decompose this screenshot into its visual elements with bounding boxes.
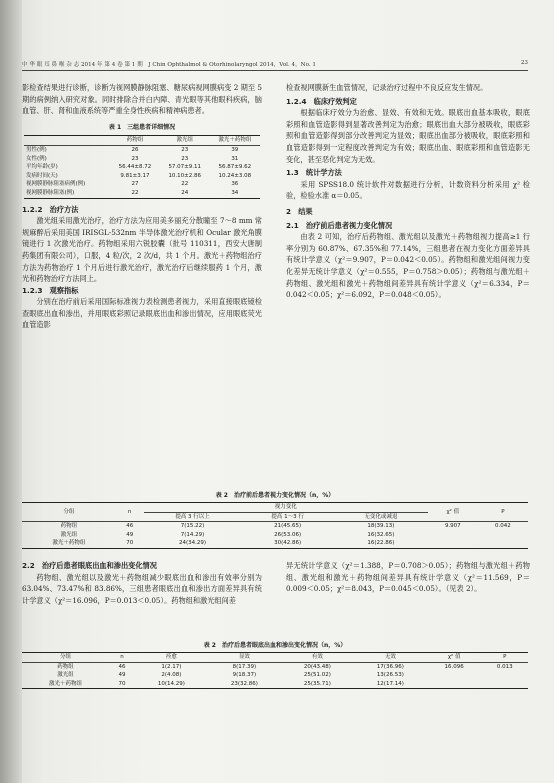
table1-cell: 22 [181, 181, 189, 188]
table2-cell [478, 531, 528, 540]
table1-cell: 发病时间(天) [26, 172, 58, 179]
stats-paragraph: 采用 SPSS18.0 统计软件对数据进行分析，计数资料分析采用 χ² 检验，检验水准 α＝0.05。 [286, 179, 530, 201]
table3-cell [481, 671, 528, 680]
table2-cell: 70 [126, 540, 134, 547]
table2-cell: 24(34.29) [179, 540, 207, 547]
t1-header-drug: 药物组 [126, 137, 144, 144]
table1-cell: 视网膜静脉阻塞病例(例) [26, 181, 86, 188]
table1-cell: 男性(例) [26, 146, 47, 153]
table2-cell: 16(32.65) [367, 531, 395, 538]
table2-cell: 49 [126, 531, 134, 538]
table1-row [24, 189, 260, 198]
table2-cell: 0.042 [495, 523, 511, 530]
t1-header-combined: 激光＋药物组 [218, 137, 252, 144]
t3-header: P [503, 654, 507, 660]
table2-cell: 7(14.29) [180, 531, 205, 538]
table1-cell: 56.44±8.72 [118, 164, 152, 171]
table2-cell: 21(45.65) [274, 523, 302, 530]
t2-sub-header: 提高 1～3 行 [271, 513, 304, 520]
table1-cell: 22 [131, 189, 139, 196]
t2-header-n: n [128, 508, 132, 515]
table1-cell: 10.24±3.08 [218, 172, 252, 179]
table2-cell: 9.907 [444, 523, 461, 530]
treatment-paragraph: 激光组采用激光治疗，治疗方法为应用美多丽充分散瞳至 7～8 mm 常规麻醉后采用美国 IRISGL-532nm 半导体激光治疗机和 Ocular 激光角膜镜进行 1 次激光治疗。药物组采用六锐胶囊（批号 110311，西安大唐制药集团有限公司），口服，4 粒/次，2 次/d，共 1 个月。激光＋药物组治疗方法为药物治疗 1 个月后进行激光治疗，激光治疗后继续服药 1 个月，激光和药物治疗方法同上。 [22, 216, 262, 284]
table2-row [22, 522, 528, 531]
t3-header: 无效 [384, 654, 396, 660]
table2-cell: 26(53.06) [274, 531, 302, 538]
heading-2-2: 2.2 治疗后患者眼底出血和渗出变化情况 [22, 561, 157, 570]
right-column-bottom [286, 560, 530, 595]
t1-header-item [24, 136, 110, 146]
table1-cell: 23 [131, 155, 139, 162]
table3-cell: 16.096 [444, 663, 464, 670]
table3-cell: 25(51.02) [303, 672, 331, 679]
table1-cell: 女性(例) [26, 155, 47, 162]
right-column-top [286, 82, 530, 301]
heading-1-2-4: 1.2.4 临床疗效判定 [286, 96, 357, 106]
table1-cell: 24 [181, 189, 189, 196]
table3-cell: 1(2.17) [161, 663, 182, 670]
table3-cell: 激光组 [57, 672, 74, 679]
table3-cell: 9(18.37) [232, 672, 257, 679]
t2-body [22, 522, 528, 549]
table3-cell: 激光＋药物组 [49, 680, 83, 687]
table1-row [24, 155, 260, 164]
heading-1-3: 1.3 统计学方法 [286, 168, 342, 178]
t2-header-p: P [501, 508, 505, 515]
table3-cell: 70 [118, 680, 126, 687]
t2-sub-header: 提高 3 行以上 [175, 513, 210, 520]
table1-cell: 26 [131, 146, 139, 153]
table1-cell: 10.10±2.86 [168, 172, 202, 179]
table3-cell: 药物组 [57, 663, 74, 670]
fundus-paragraph: 药物组、激光组以及激光＋药物组减少眼底出血和渗出有效率分别为 63.04%、73.47%和 83.86%，三组患者眼底出血和渗出方面差异具有统计学意义（χ²＝16.096，P＝0.013＜0.05）。药物组和激光组间差 [22, 572, 262, 605]
table1 [24, 135, 260, 198]
t3-header: n [120, 654, 124, 660]
table1-cell: 平均年龄(岁) [26, 164, 58, 171]
table1-cell: 34 [231, 189, 239, 196]
page-number: 23 [520, 60, 528, 66]
table3-cell [427, 680, 482, 689]
table2-cell: 16(22.86) [367, 540, 395, 547]
table2-caption: 表 2 治疗前后患者视力变化情况（n，%） [215, 492, 335, 499]
results-paragraph: 由表 2 可知，治疗后药物组、激光组以及激光＋药物组视力提高≥1 行率分别为 60.87%、67.35%和 77.14%，三组患者在视力变化方面差异具有统计学意义（χ²＝9.907，P＝0.042＜0.05）。药物组和激光组间视力变化差异无统计学意义（χ²＝0.555，P＝0.758＞0.05）；药物组与激光组＋药物组、激光组和激光＋药物组间差异具有统计学意义（χ²＝6.334，P＝0.042＜0.05；χ²＝6.092，P＝0.048＜0.05）。 [286, 232, 530, 300]
t2-header-chi: χ² 值 [446, 508, 460, 515]
table3-cell: 10(14.29) [157, 680, 185, 687]
t3-header: 有效 [311, 654, 323, 660]
table3-cell: 20(43.48) [303, 663, 331, 670]
table1-cell: 31 [231, 155, 239, 162]
table2-cell: 30(42.86) [274, 540, 302, 547]
table1-cell: 9.81±3.17 [120, 172, 150, 179]
table1-cell: 36 [231, 181, 239, 188]
table3-block [22, 640, 528, 689]
table2-cell: 18(39.13) [367, 523, 395, 530]
table3-cell: 17(36.96) [376, 663, 404, 670]
t3-header: 分组 [60, 654, 72, 660]
heading-1-2-3: 1.2.3 观察指标 [22, 285, 79, 295]
table2-cell [428, 539, 478, 548]
t2-header-group: 分组 [63, 508, 75, 515]
table1-cell: 视网膜静脉阻塞(例) [26, 189, 75, 196]
t2-header-vision-change: 视力变化 [144, 503, 428, 513]
page-gutter-shadow [0, 0, 22, 783]
table1-cell: 56.87±9.62 [218, 164, 252, 171]
table3-cell: 8(17.39) [232, 663, 257, 670]
observation-paragraph: 分别在治疗前后采用国际标准视力表检测患者视力，采用直接眼底镜检查眼底出血和渗出，并用眼底彩照记录眼底出血和渗出情况，应用眼底荧光血管造影 [22, 297, 262, 330]
table1-cell: 23 [181, 146, 189, 153]
heading-1-2-2: 1.2.2 治疗方法 [22, 204, 79, 214]
table3-caption: 表 2 治疗后患者眼底出血和渗出变化情况（n，%） [203, 642, 347, 649]
heading-2: 2 结果 [286, 206, 313, 216]
left-column-bottom [22, 560, 262, 606]
table3 [22, 652, 528, 689]
table2 [22, 502, 528, 549]
table1-row [24, 172, 260, 181]
t1-header-laser: 激光组 [176, 137, 193, 144]
table1-cell: 39 [231, 146, 239, 153]
table2-cell: 药物组 [60, 523, 78, 530]
table2-cell [478, 539, 528, 548]
table2-block [22, 490, 528, 549]
t3-header: 痊愈 [165, 654, 177, 660]
table3-cell: 49 [118, 672, 126, 679]
table1-row [24, 145, 260, 154]
table3-cell: 2(4.08) [161, 672, 182, 679]
left-column-top [22, 82, 262, 331]
fundus-continued: 异无统计学意义（χ²＝1.388，P＝0.708＞0.05）；药物组与激光组＋药物组、激光组和激光＋药物组间差异具有统计学意义（χ²＝11.569，P＝0.009＜0.05；χ²＝8.043，P＝0.045＜0.05）。（见表 2）。 [286, 561, 530, 594]
table1-row [24, 163, 260, 172]
table2-cell: 激光＋药物组 [52, 540, 86, 547]
table1-cell: 23 [181, 155, 189, 162]
table2-row [22, 531, 528, 540]
table2-cell: 46 [126, 523, 134, 530]
t2-sub-header: 无变化或减退 [364, 513, 398, 520]
observation-continued: 检查视网膜新生血管情况，记录治疗过程中不良反应发生情况。 [286, 83, 488, 92]
criteria-paragraph: 根据临床疗效分为治愈、显效、有效和无效。眼底出血基本吸收，眼底彩照和血管造影得到显著改善判定为治愈；眼底出血大部分被吸收，眼底彩照和血管造影得到部分改善判定为显效；眼底出血部分被吸收，眼底彩照和血管造影得到一定程度改善判定为有效；眼底出血、眼底彩照和血管造影无变化，甚至恶化判定为无效。 [286, 108, 530, 164]
table1-caption: 表 1 三组患者详细情况 [108, 123, 176, 131]
t1-body [24, 145, 260, 198]
table3-cell [427, 671, 482, 680]
table3-cell [481, 680, 528, 689]
header-text: 中 华 眼 耳 鼻 喉 杂 志 2014 年 第 4 卷 第 1 期 J Chin Ophthalmol & Otorhinolaryngol 2014，Vol. 4，No. 1 [22, 62, 316, 68]
table1-cell: 27 [131, 181, 139, 188]
table3-row [22, 680, 528, 689]
table2-cell: 7(15.22) [180, 523, 205, 530]
table1-cell: 57.07±9.11 [168, 164, 202, 171]
table3-cell: 25(35.71) [303, 680, 331, 687]
intro-paragraph: 影检查结果进行诊断，诊断为视网膜静脉阻塞、糖尿病视网膜病变 2 期至 5 期的病例纳入研究对象。同时排除合并白内障、青光眼等其他眼科疾病，脑血管、肝、肾和血液系统等严重全身性疾病和精神病患者。 [22, 83, 262, 116]
table2-cell: 激光组 [60, 531, 78, 538]
table2-cell [428, 531, 478, 540]
table3-cell: 12(17.14) [376, 680, 404, 687]
table3-cell: 46 [118, 663, 126, 670]
running-header [22, 60, 528, 71]
heading-2-1: 2.1 治疗前后患者视力变化情况 [286, 220, 393, 230]
table3-cell: 13(26.53) [376, 672, 404, 679]
table2-row [22, 539, 528, 548]
table3-cell: 0.013 [496, 663, 513, 670]
t3-header: χ² 值 [447, 654, 461, 660]
t3-header: 显效 [238, 654, 250, 660]
table3-cell: 23(32.86) [230, 680, 258, 687]
table3-row [22, 662, 528, 671]
table3-row [22, 671, 528, 680]
table1-row [24, 180, 260, 189]
t3-body [22, 662, 528, 689]
